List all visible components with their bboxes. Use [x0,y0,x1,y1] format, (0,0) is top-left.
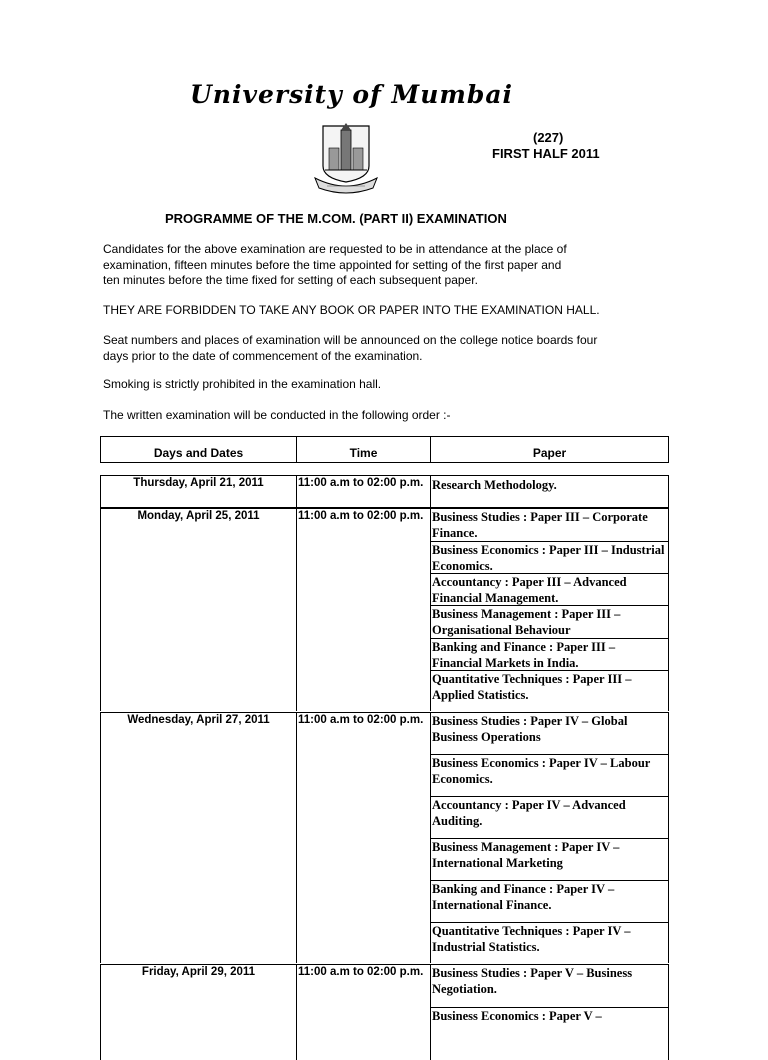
forbidden-notice [103,303,600,319]
paragraph-line: THEY ARE FORBIDDEN TO TAKE ANY BOOK OR PAPER INTO THE EXAMINATION HALL. [103,303,600,317]
paragraph-line: Candidates for the above examination are requested to be in attendance at the place of [103,242,567,256]
paragraph-line: days prior to the date of commencement of the examination. [103,348,423,363]
paper-name: Business Economics : Paper IV – Labour Economics. [432,756,651,786]
header-days-and-dates: Days and Dates [153,446,244,460]
schedule-header-row [100,436,669,463]
paper-name: Banking and Finance : Paper III – Financial Markets in India. [432,640,616,670]
column-border [430,508,431,711]
paper-name: Business Studies : Paper V – Business Negotiation. [432,966,633,996]
exam-session: FIRST HALF 2011 [492,146,600,161]
paragraph-line: examination, fifteen minutes before the time appointed for setting of the first paper and [103,257,562,272]
column-border [296,964,297,1060]
order-intro [103,408,451,424]
header-paper: Paper [532,446,567,460]
attendance-paragraph [103,242,567,289]
exam-date: Thursday, April 21, 2011 [133,477,264,489]
column-border [296,712,297,963]
paper-name: Quantitative Techniques : Paper IV – Industrial Statistics. [432,924,631,954]
column-border [296,475,297,507]
paper-name: Business Economics : Paper V – [432,1009,602,1023]
column-border [668,964,669,1060]
paper-name: Research Methodology. [432,478,557,492]
paper-name: Accountancy : Paper IV – Advanced Auditing. [432,798,626,828]
row-border [100,475,669,476]
programme-title: PROGRAMME OF THE M.COM. (PART II) EXAMINATION [165,211,507,226]
exam-time: 11:00 a.m to 02:00 p.m. [298,966,424,978]
paper-name: Business Economics : Paper III – Industrial Economics. [432,543,665,573]
paper-name: Business Management : Paper III – Organisational Behaviour [432,607,621,637]
column-border [430,964,431,1060]
exam-date: Friday, April 29, 2011 [141,966,256,978]
exam-time: 11:00 a.m to 02:00 p.m. [298,477,424,489]
paper-name: Business Management : Paper IV – International Marketing [432,840,620,870]
paper-name: Business Studies : Paper IV – Global Business Operations [432,714,628,744]
header-time: Time [349,446,378,460]
exam-date: Monday, April 25, 2011 [137,510,260,522]
column-border [668,508,669,711]
university-crest-icon [313,122,379,194]
column-border [100,712,101,963]
column-border [296,508,297,711]
paragraph-line: Seat numbers and places of examination will be announced on the college notice boards four [103,333,598,347]
column-border [100,964,101,1060]
column-border [100,508,101,711]
paper-name: Business Studies : Paper III – Corporate Finance. [432,510,648,540]
column-border [668,475,669,507]
seat-numbers-paragraph [103,333,597,364]
paragraph-line: Smoking is strictly prohibited in the examination hall. [103,377,382,391]
paper-name: Banking and Finance : Paper IV – International Finance. [432,882,615,912]
exam-time: 11:00 a.m to 02:00 p.m. [298,510,424,522]
exam-time: 11:00 a.m to 02:00 p.m. [298,714,424,726]
paper-name: Accountancy : Paper III – Advanced Financial Management. [432,575,627,605]
exam-date: Wednesday, April 27, 2011 [127,714,270,726]
document-code: (227) [533,130,564,145]
paragraph-line: ten minutes before the time fixed for setting of each subsequent paper. [103,273,478,287]
paper-name: Quantitative Techniques : Paper III – Applied Statistics. [432,672,632,702]
paragraph-line: The written examination will be conducted in the following order :- [103,408,451,422]
smoking-notice [103,377,381,393]
university-logo-text: University of Mumbai [190,80,514,109]
